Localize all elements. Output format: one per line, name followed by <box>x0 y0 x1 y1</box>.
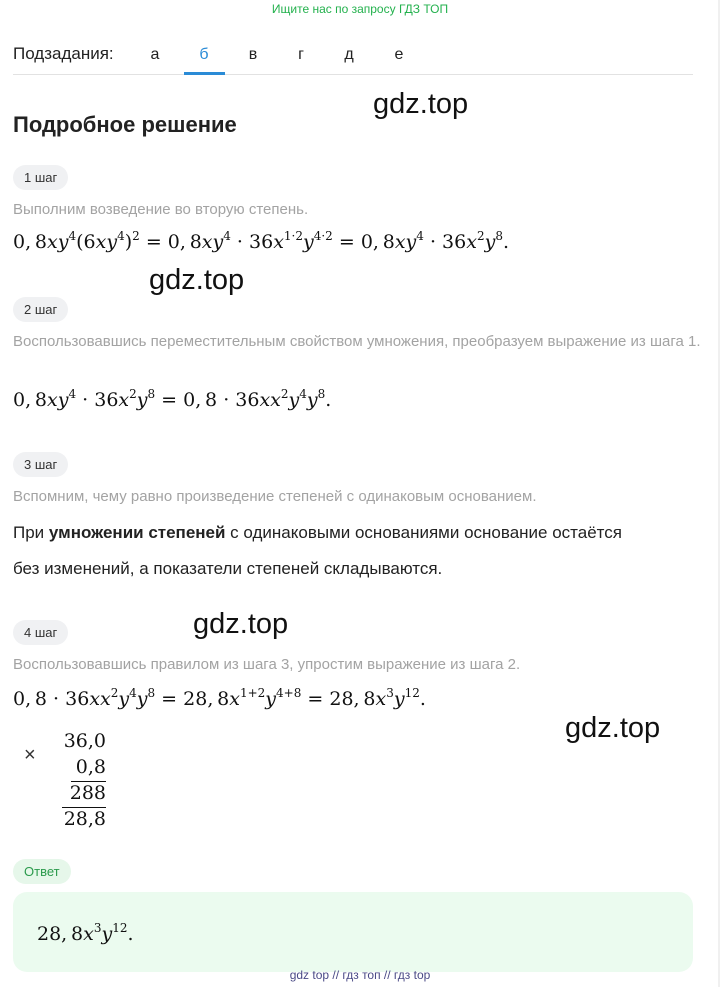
subtasks-label: Подзадания: <box>13 44 114 63</box>
step-1-hint: Выполним возведение во вторую степень. <box>13 201 309 218</box>
answer-formula: 28, $8x^3y^{12}$. <box>37 921 134 945</box>
tab-v[interactable]: в <box>248 46 258 63</box>
step-4-formula: 0, $8 \cdot 36xx^2y^4y^8 = 28$, $8x^{1+2}y^{4+8} = 28$, $8x^3y^{12}$. <box>13 686 426 710</box>
multiplier: 0,8 <box>75 756 106 778</box>
step-3-hint: Вспомним, чему равно произведение степеней с одинаковым основанием. <box>13 488 537 505</box>
multiplicand: 36,0 <box>63 730 106 752</box>
active-tab-indicator <box>184 72 225 75</box>
section-title: Подробное решение <box>13 112 237 137</box>
step-2-badge: 2 шаг <box>13 297 68 322</box>
tab-g[interactable]: г <box>298 46 304 63</box>
multiply-sign: × <box>24 744 36 766</box>
footer-links[interactable]: gdz top // гдз топ // гдз top <box>289 968 431 982</box>
watermark: gdz.top <box>565 712 661 744</box>
top-banner[interactable]: Ищите нас по запросу ГДЗ ТОП <box>271 2 449 16</box>
rule-line-2: без изменений, а показатели степеней складываются. <box>13 559 443 578</box>
rule-line-1: При умножении степеней с одинаковыми основаниями основание остаётся <box>13 523 622 542</box>
step-4-hint: Воспользовавшись правилом из шага 3, упростим выражение из шага 2. <box>13 656 521 673</box>
watermark: gdz.top <box>373 88 469 120</box>
tab-e[interactable]: е <box>394 46 404 63</box>
partial-product: 288 <box>69 782 106 804</box>
step-2-hint: Воспользовавшись переместительным свойством умножения, преобразуем выражение из шага 1. <box>13 333 701 350</box>
tabs-divider <box>13 74 693 75</box>
watermark: gdz.top <box>193 608 289 640</box>
watermark: gdz.top <box>149 264 245 296</box>
step-1-badge: 1 шаг <box>13 165 68 190</box>
step-1-formula: 0, $8xy^4(6xy^4)^2 = 0$, $8xy^4 \cdot 36x^{1\cdot 2}y^{4\cdot 2} = 0$, $8xy^4 \cdot 36x^2y^8$. <box>13 229 510 253</box>
step-4-badge: 4 шаг <box>13 620 68 645</box>
step-2-formula: 0, $8xy^4 \cdot 36x^2y^8 = 0$, $8 \cdot 36xx^2y^4y^8$. <box>13 387 332 411</box>
tab-d[interactable]: д <box>344 46 354 63</box>
tab-a[interactable]: а <box>150 46 160 63</box>
step-3-badge: 3 шаг <box>13 452 68 477</box>
product-result: 28,8 <box>63 808 106 830</box>
answer-badge: Ответ <box>13 859 71 884</box>
tab-b[interactable]: б <box>199 46 209 63</box>
